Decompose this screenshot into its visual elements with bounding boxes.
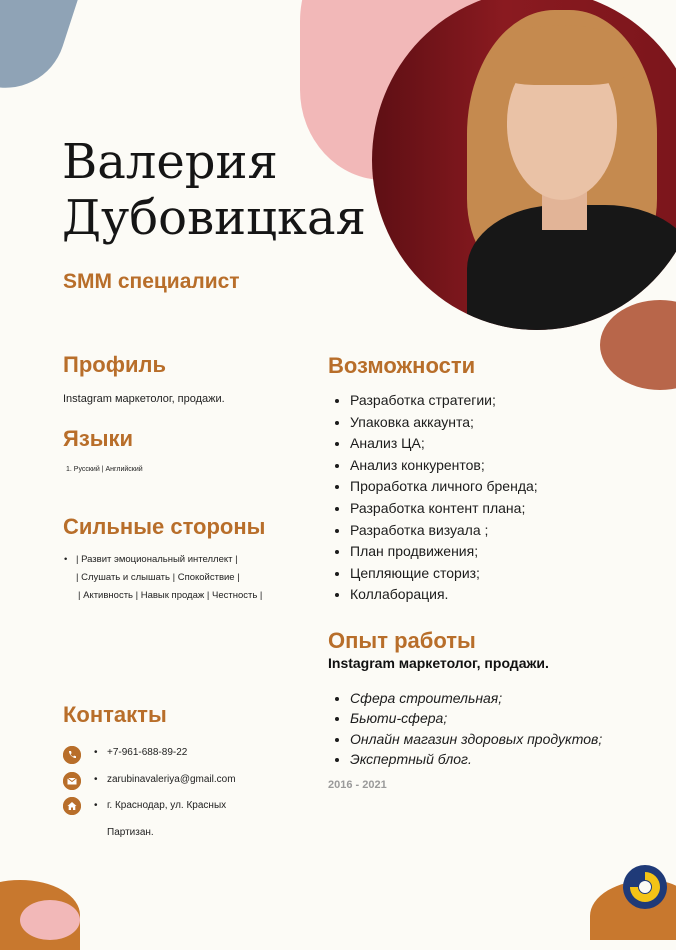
list-item: • Упаковка аккаунта; — [350, 412, 538, 434]
home-icon — [63, 797, 81, 815]
contact-address-line-2: Партизан. — [107, 827, 154, 838]
experience-period: 2016 - 2021 — [328, 779, 387, 791]
last-name: Дубовицкая — [62, 190, 366, 246]
contact-address-line-1: г. Краснодар, ул. Красных — [107, 800, 227, 811]
brand-logo-icon — [620, 862, 670, 912]
contact-phone[interactable]: +7-961-688-89-22 — [107, 747, 188, 758]
contacts-heading: Контакты — [63, 702, 167, 727]
mail-icon — [63, 772, 81, 790]
experience-title: Instagram маркетолог, продажи. — [328, 655, 549, 671]
profile-heading: Профиль — [63, 352, 166, 377]
strength-line-2: | Слушать и слышать | Спокойствие | — [76, 572, 240, 583]
contact-email[interactable]: zarubinavaleriya@gmail.com — [107, 774, 236, 785]
decor-blue-shape — [0, 0, 90, 103]
experience-list — [330, 688, 602, 769]
list-item: • План продвижения; — [350, 541, 538, 563]
strength-bullet: • — [64, 554, 68, 565]
list-item: • Анализ ЦА; — [350, 433, 538, 455]
person-name — [62, 134, 366, 246]
list-item: • Онлайн магазин здоровых продуктов; — [350, 729, 602, 749]
first-name: Валерия — [62, 134, 278, 190]
languages-text: 1. Русский | Английский — [66, 466, 143, 473]
profile-photo — [372, 0, 676, 330]
capabilities-list — [330, 390, 538, 606]
capabilities-heading: Возможности — [328, 353, 476, 378]
experience-heading: Опыт работы — [328, 628, 476, 653]
list-item: • Разработка контент плана; — [350, 498, 538, 520]
strength-line-1: | Развит эмоциональный интеллект | — [76, 554, 238, 565]
list-item: • Проработка личного бренда; — [350, 476, 538, 498]
list-item: • Анализ конкурентов; — [350, 455, 538, 477]
strength-line-3: | Активность | Навык продаж | Честность | — [78, 590, 263, 601]
list-item: • Коллаборация. — [350, 584, 538, 606]
profile-text: Instagram маркетолог, продажи. — [63, 393, 225, 405]
languages-heading: Языки — [63, 426, 134, 451]
phone-icon — [63, 746, 81, 764]
list-item: • Разработка визуала ; — [350, 520, 538, 542]
list-item: • Сфера строительная; — [350, 688, 602, 708]
list-item: • Цепляющие сториз; — [350, 563, 538, 585]
list-item: • Разработка стратегии; — [350, 390, 538, 412]
job-role: SMM специалист — [63, 270, 240, 293]
list-item: • Экспертный блог. — [350, 749, 602, 769]
strengths-heading: Сильные стороны — [63, 514, 266, 539]
decor-pink-shape-left — [20, 900, 80, 940]
list-item: • Бьюти-сфера; — [350, 708, 602, 728]
